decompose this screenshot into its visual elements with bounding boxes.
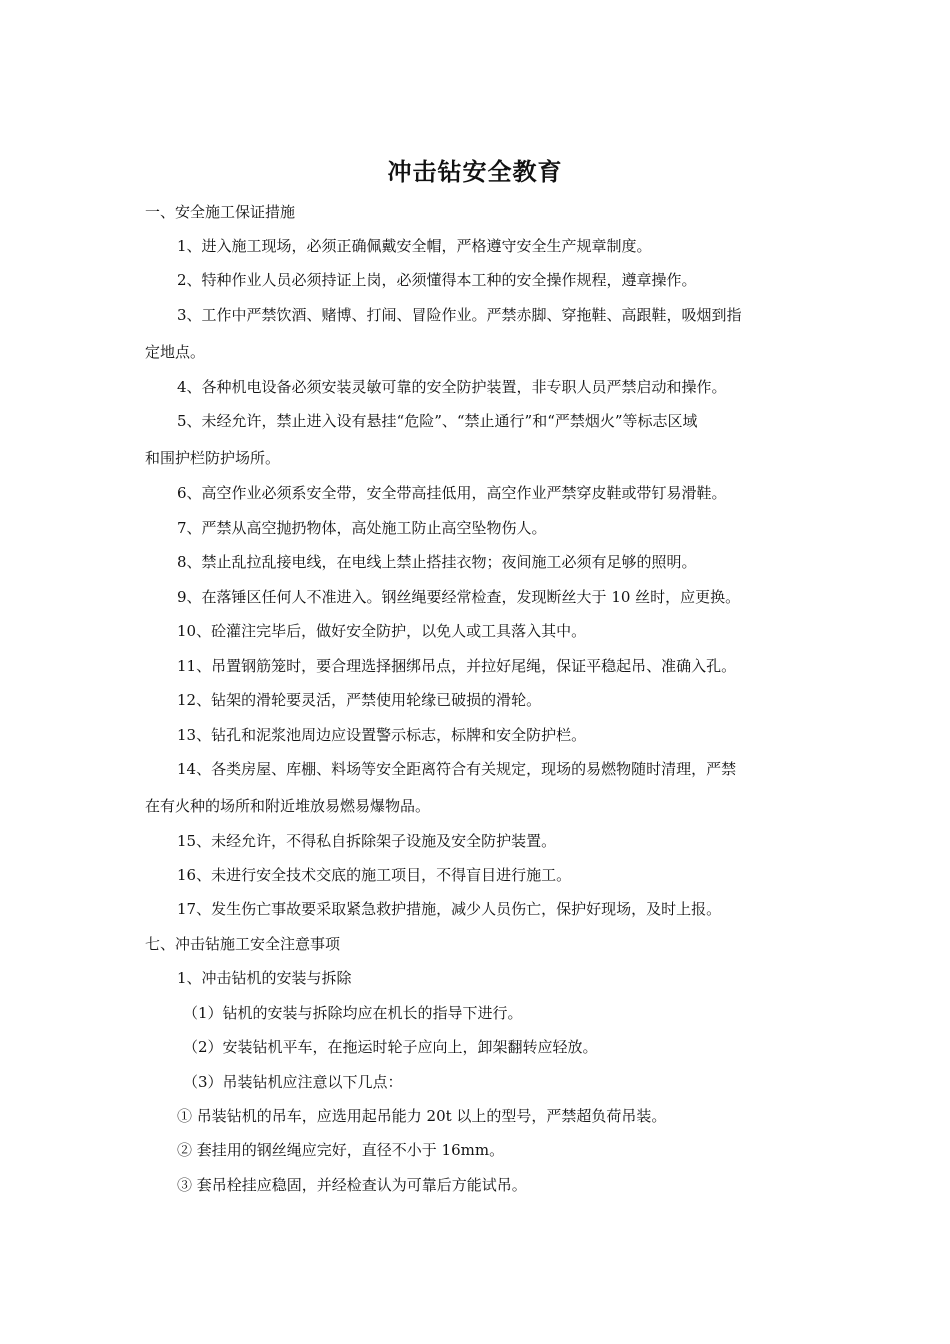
list-item: 1、进入施工现场，必须正确佩戴安全帽，严格遵守安全生产规章制度。 (177, 237, 652, 255)
list-item-continued: 在有火种的场所和附近堆放易燃易爆物品。 (145, 797, 431, 815)
list-item: 4、各种机电设备必须安装灵敏可靠的安全防护装置，非专职人员严禁启动和操作。 (177, 378, 727, 396)
sub-list-item: ③ 套吊栓挂应稳固，并经检查认为可靠后方能试吊。 (177, 1176, 527, 1194)
list-item-continued: 定地点。 (145, 343, 206, 361)
list-item: 7、严禁从高空抛扔物体，高处施工防止高空坠物伤人。 (177, 519, 547, 537)
list-item: 11、吊置钢筋笼时，要合理选择捆绑吊点，并拉好尾绳，保证平稳起吊、准确入孔。 (177, 657, 737, 675)
list-item: 14、各类房屋、库棚、料场等安全距离符合有关规定，现场的易燃物随时清理，严禁 (177, 760, 737, 778)
section-heading-2: 七、冲击钻施工安全注意事项 (145, 935, 341, 953)
list-item: 6、高空作业必须系安全带，安全带高挂低用，高空作业严禁穿皮鞋或带钉易滑鞋。 (177, 484, 727, 502)
list-item: 2、特种作业人员必须持证上岗，必须懂得本工种的安全操作规程，遵章操作。 (177, 271, 697, 289)
list-item: 3、工作中严禁饮酒、赌博、打闹、冒险作业。严禁赤脚、穿拖鞋、高跟鞋，吸烟到指 (177, 306, 742, 324)
list-item: 5、未经允许，禁止进入设有悬挂“危险”、“禁止通行”和“严禁烟火”等标志区域 (177, 412, 698, 430)
list-item: 15、未经允许，不得私自拆除架子设施及安全防护装置。 (177, 832, 557, 850)
sub-list-item: （3）吊装钻机应注意以下几点： (183, 1073, 403, 1091)
list-item: 10、砼灌注完毕后，做好安全防护，以免人或工具落入其中。 (177, 622, 587, 640)
section-heading-1: 一、安全施工保证措施 (145, 203, 296, 221)
sub-list-item: ① 吊装钻机的吊车，应选用起吊能力 20t 以上的型号，严禁超负荷吊装。 (177, 1107, 667, 1125)
list-item: 9、在落锤区任何人不准进入。钢丝绳要经常检查，发现断丝大于 10 丝时，应更换。 (177, 588, 741, 606)
list-item: 13、钻孔和泥浆池周边应设置警示标志，标牌和安全防护栏。 (177, 726, 587, 744)
list-item: 12、钻架的滑轮要灵活，严禁使用轮缘已破损的滑轮。 (177, 691, 542, 709)
sub-list-item: （2）安装钻机平车，在拖运时轮子应向上，卸架翻转应轻放。 (183, 1038, 598, 1056)
sub-list-item: （1）钻机的安装与拆除均应在机长的指导下进行。 (183, 1004, 523, 1022)
document-title: 冲击钻安全教育 (387, 158, 563, 186)
list-item: 16、未进行安全技术交底的施工项目，不得盲目进行施工。 (177, 866, 572, 884)
list-item: 1、冲击钻机的安装与拆除 (177, 969, 352, 987)
list-item: 17、发生伤亡事故要采取紧急救护措施，减少人员伤亡，保护好现场，及时上报。 (177, 900, 722, 918)
sub-list-item: ② 套挂用的钢丝绳应完好，直径不小于 16mm。 (177, 1141, 505, 1159)
list-item-continued: 和围护栏防护场所。 (145, 449, 281, 467)
list-item: 8、禁止乱拉乱接电线，在电线上禁止搭挂衣物；夜间施工必须有足够的照明。 (177, 553, 697, 571)
